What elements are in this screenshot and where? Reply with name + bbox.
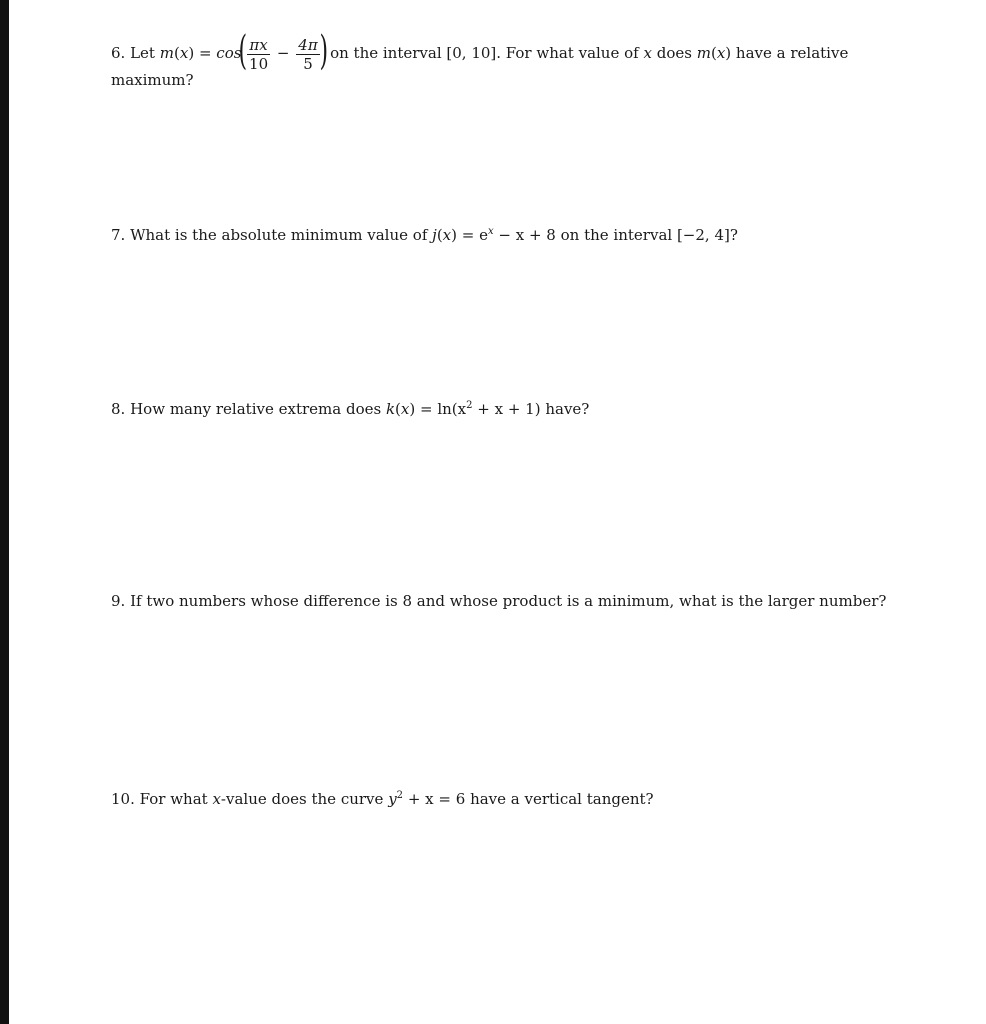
fraction-4pi-over-5 [296, 37, 319, 72]
question-text: How many relative extrema does [130, 400, 382, 418]
question-text: What is the absolute minimum value of [130, 226, 428, 244]
fraction-pi-x-over-10 [247, 37, 270, 72]
expression: + x + 1) [477, 400, 541, 418]
left-edge-bar [0, 0, 9, 1024]
expression: − x + 8 [498, 226, 556, 244]
expression: = ln(x [420, 400, 467, 418]
question-text: does [656, 44, 692, 62]
function-name: k [385, 400, 396, 418]
question-text: on the interval [0, 10]. For what value of [330, 44, 639, 62]
question-6-line-2: maximum? [111, 71, 194, 89]
question-number: 10. [111, 790, 135, 808]
function-name: j [432, 226, 437, 244]
variable-y: y [388, 790, 397, 808]
question-text: have? [545, 400, 590, 418]
exponent: 2 [396, 790, 404, 801]
variable: x [212, 790, 221, 808]
function-name: m [696, 44, 711, 62]
question-10 [111, 786, 654, 809]
question-number: 6. [111, 44, 126, 62]
function-name: m [159, 44, 174, 62]
expression: + x = 6 [407, 790, 466, 808]
question-text: -value does the curve [220, 790, 384, 808]
worksheet-page [9, 0, 986, 1024]
question-number: 9. [111, 592, 126, 610]
question-9 [111, 591, 886, 611]
variable: x [442, 226, 452, 244]
question-text: Let [130, 44, 155, 62]
cos-function: cos [216, 44, 242, 62]
fraction-denominator: 5 [303, 54, 313, 73]
question-7: 7. What is the absolute minimum value of $j(x) = e^x - x + 8$ on the interval [−2, 4]? [111, 226, 738, 244]
variable: x [643, 44, 652, 62]
fraction-denominator: 10 [249, 54, 269, 73]
variable: x [400, 400, 410, 418]
equals-sign: = [198, 44, 212, 62]
question-text: have a relative [735, 44, 849, 62]
question-text: If two numbers whose difference is 8 and whose product is a minimum, what is the larger number? [130, 592, 887, 610]
question-8: 8. How many relative extrema does $k(x) = \ln(x^2 + x + 1)$ have? [111, 400, 590, 418]
variable: x [179, 44, 189, 62]
left-paren: ( [238, 28, 248, 74]
exponent: x [487, 226, 494, 237]
question-6: 6. Let m(x) = cos( $\frac{\pi x}{10}$ − $\frac{4\pi}{5}$ ) on the interval [0, 10]. For what value of x does m(x) have a relative [111, 28, 849, 74]
question-number: 8. [111, 400, 126, 418]
fraction-numerator: 4π [298, 35, 318, 54]
exponent: 2 [466, 400, 473, 411]
question-text: For what [139, 790, 208, 808]
right-paren: ) [319, 28, 328, 74]
variable: x [716, 44, 726, 62]
minus-sign: − [276, 44, 290, 62]
question-text: on the interval [−2, 4]? [560, 226, 738, 244]
fraction-numerator: πx [247, 37, 270, 55]
question-text: have a vertical tangent? [470, 790, 654, 808]
question-number: 7. [111, 226, 126, 244]
expression: = e [461, 226, 488, 244]
